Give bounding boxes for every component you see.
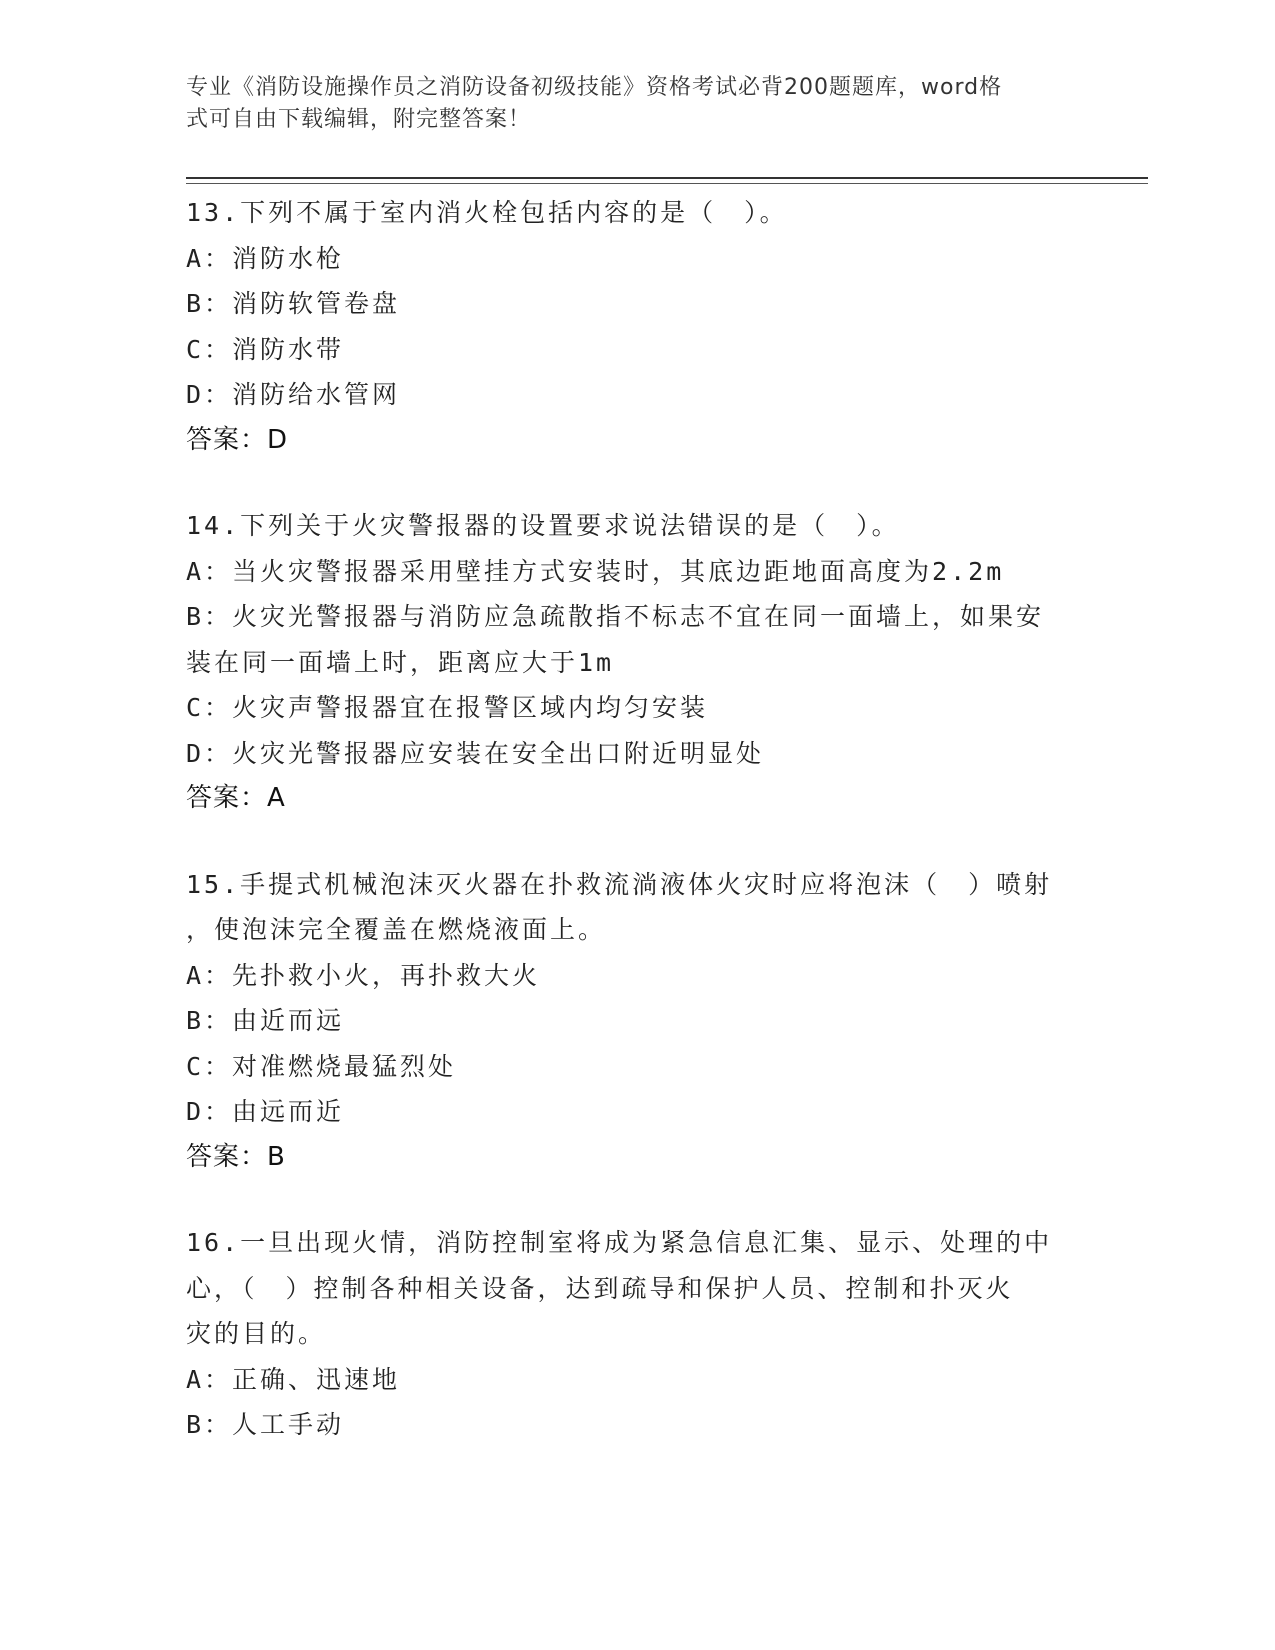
option-c: C：消防水带 — [186, 334, 345, 364]
header-divider-thick — [186, 177, 1148, 179]
question-stem-continued: 灾的目的。 — [186, 1319, 327, 1348]
option-b: B：由近而远 — [186, 1006, 345, 1035]
question-list — [186, 190, 1086, 1488]
document-header — [186, 72, 1066, 136]
option-b: B：消防软管卷盘 — [186, 289, 401, 318]
question-stem-continued: ，使泡沫完全覆盖在燃烧液面上。 — [186, 915, 607, 944]
question-stem: 16.一旦出现火情，消防控制室将成为紧急信息汇集、显示、处理的中 — [186, 1228, 1053, 1257]
question-stem: 13.下列不属于室内消火栓包括内容的是（ ）。 — [186, 198, 788, 227]
question-stem: 15.手提式机械泡沫灭火器在扑救流淌液体火灾时应将泡沫（ ）喷射 — [186, 869, 1053, 899]
header-divider-thin — [186, 183, 1148, 184]
header-line-1: 专业《消防设施操作员之消防设备初级技能》资格考试必背200题题库，word格 — [186, 75, 1003, 100]
question-stem-continued: 心，（ ）控制各种相关设备，达到疏导和保护人员、控制和扑灭火 — [186, 1273, 1014, 1303]
question-13 — [186, 190, 1086, 463]
option-a: A：当火灾警报器采用壁挂方式安装时，其底边距地面高度为2.2m — [186, 556, 1005, 586]
option-c: C：火灾声警报器宜在报警区域内均匀安装 — [186, 693, 709, 722]
option-b: B：人工手动 — [186, 1410, 345, 1439]
option-a: A：先扑救小火，再扑救大火 — [186, 960, 541, 990]
answer-line: 答案：D — [186, 424, 289, 455]
question-14 — [186, 503, 1086, 822]
answer-line: 答案：A — [186, 783, 286, 813]
option-a: A：消防水枪 — [186, 243, 345, 273]
option-d: D：消防给水管网 — [186, 380, 401, 409]
option-d: D：由远而近 — [186, 1097, 345, 1126]
answer-line: 答案：B — [186, 1141, 286, 1172]
question-16 — [186, 1220, 1086, 1448]
option-c: C：对准燃烧最猛烈处 — [186, 1051, 457, 1081]
option-b-continued: 装在同一面墙上时，距离应大于1m — [186, 647, 615, 677]
option-d: D：火灾光警报器应安装在安全出口附近明显处 — [186, 738, 765, 768]
question-stem: 14.下列关于火灾警报器的设置要求说法错误的是（ ）。 — [186, 511, 900, 540]
header-line-2: 式可自由下载编辑，附完整答案！ — [186, 107, 532, 132]
option-a: A：正确、迅速地 — [186, 1364, 401, 1394]
question-15 — [186, 862, 1086, 1181]
option-b: B：火灾光警报器与消防应急疏散指不标志不宜在同一面墙上，如果安 — [186, 602, 1045, 631]
